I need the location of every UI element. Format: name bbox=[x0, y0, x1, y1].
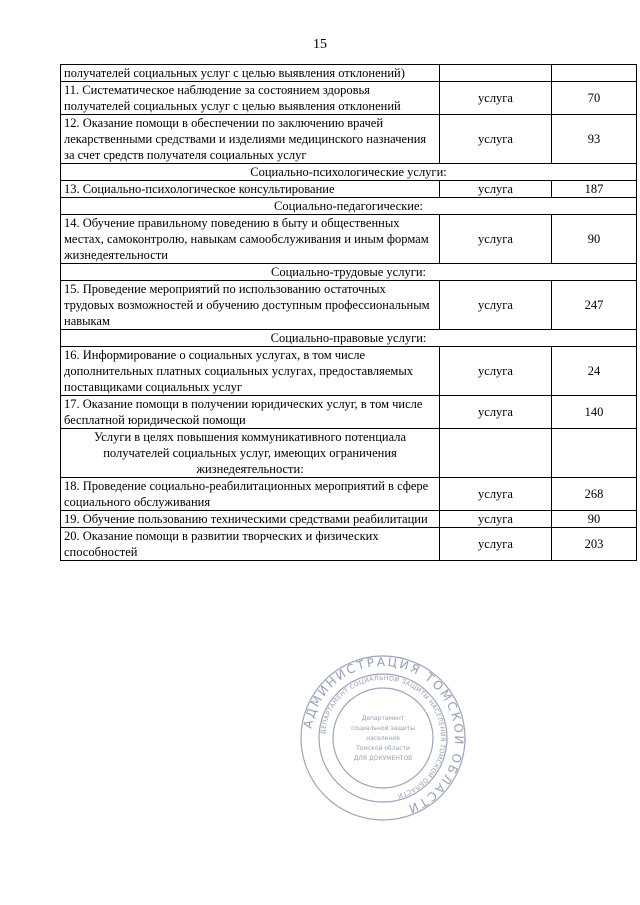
organization-stamp bbox=[298, 653, 468, 823]
service-unit: услуга bbox=[440, 511, 552, 528]
service-quantity: 93 bbox=[552, 115, 637, 164]
service-name: 11. Систематическое наблюдение за состоянием здоровья получателей социальных услуг с целью выявления отклонений bbox=[61, 82, 440, 115]
service-quantity: 70 bbox=[552, 82, 637, 115]
service-unit: услуга bbox=[440, 396, 552, 429]
service-name: 19. Обучение пользованию техническими средствами реабилитации bbox=[61, 511, 440, 528]
service-quantity bbox=[552, 65, 637, 82]
service-row bbox=[61, 347, 637, 396]
service-row bbox=[61, 65, 637, 82]
service-unit: услуга bbox=[440, 82, 552, 115]
service-unit: услуга bbox=[440, 215, 552, 264]
service-unit: услуга bbox=[440, 347, 552, 396]
service-row bbox=[61, 82, 637, 115]
service-quantity: 268 bbox=[552, 478, 637, 511]
service-name: получателей социальных услуг с целью выявления отклонений) bbox=[61, 65, 440, 82]
service-quantity: 90 bbox=[552, 511, 637, 528]
service-name: 20. Оказание помощи в развитии творческих и физических способностей bbox=[61, 528, 440, 561]
stamp-outer-text: АДМИНИСТРАЦИЯ ТОМСКОЙ ОБЛАСТИ bbox=[300, 654, 467, 817]
service-quantity: 187 bbox=[552, 181, 637, 198]
service-quantity: 90 bbox=[552, 215, 637, 264]
stamp-center-text bbox=[351, 715, 415, 762]
service-name: 18. Проведение социально-реабилитационных мероприятий в сфере социального обслуживания bbox=[61, 478, 440, 511]
section-title: Социально-психологические услуги: bbox=[61, 164, 637, 181]
service-row bbox=[61, 115, 637, 164]
section-title: Социально-педагогические: bbox=[61, 198, 637, 215]
empty-cell bbox=[552, 429, 637, 478]
svg-text:ДЛЯ ДОКУМЕНТОВ: ДЛЯ ДОКУМЕНТОВ bbox=[353, 755, 413, 762]
service-unit: услуга bbox=[440, 528, 552, 561]
service-name: 14. Обучение правильному поведению в быту и общественных местах, самоконтролю, навыкам самообслуживания и иным формам жизнедеятельности bbox=[61, 215, 440, 264]
section-header-row bbox=[61, 264, 637, 281]
service-quantity: 203 bbox=[552, 528, 637, 561]
service-unit: услуга bbox=[440, 115, 552, 164]
section-header-row bbox=[61, 164, 637, 181]
service-unit: услуга bbox=[440, 181, 552, 198]
section-header-row bbox=[61, 429, 637, 478]
service-row bbox=[61, 511, 637, 528]
services-table bbox=[60, 64, 637, 561]
service-row bbox=[61, 215, 637, 264]
svg-text:Департамент: Департамент bbox=[361, 715, 405, 722]
page-number: 15 bbox=[313, 37, 327, 52]
service-row bbox=[61, 478, 637, 511]
service-unit: услуга bbox=[440, 281, 552, 330]
service-name: 13. Социально-психологическое консультирование bbox=[61, 181, 440, 198]
section-title: Услуги в целях повышения коммуникативного потенциала получателей социальных услуг, имеющих ограничения жизнедеятельности: bbox=[61, 429, 440, 478]
service-quantity: 24 bbox=[552, 347, 637, 396]
service-row bbox=[61, 396, 637, 429]
service-unit: услуга bbox=[440, 478, 552, 511]
service-name: 12. Оказание помощи в обеспечении по заключению врачей лекарственными средствами и изделиями медицинского назначения за счет средств получателя социальных услуг bbox=[61, 115, 440, 164]
service-name: 15. Проведение мероприятий по использованию остаточных трудовых возможностей и обучению доступным профессиональным навыкам bbox=[61, 281, 440, 330]
svg-text:населения: населения bbox=[366, 735, 400, 742]
service-quantity: 140 bbox=[552, 396, 637, 429]
service-row bbox=[61, 181, 637, 198]
service-quantity: 247 bbox=[552, 281, 637, 330]
section-title: Социально-правовые услуги: bbox=[61, 330, 637, 347]
service-row bbox=[61, 528, 637, 561]
svg-text:социальной защиты: социальной защиты bbox=[350, 725, 416, 732]
section-title: Социально-трудовые услуги: bbox=[61, 264, 637, 281]
stamp-middle-text: ДЕПАРТАМЕНТ СОЦИАЛЬНОЙ ЗАЩИТЫ НАСЕЛЕНИЯ ТОМСКОЙ ОБЛАСТИ bbox=[320, 674, 447, 800]
service-row bbox=[61, 281, 637, 330]
service-name: 16. Информирование о социальных услугах, в том числе дополнительных платных социальных услугах, предоставляемых поставщиками социальных услуг bbox=[61, 347, 440, 396]
section-header-row bbox=[61, 198, 637, 215]
service-unit bbox=[440, 65, 552, 82]
empty-cell bbox=[440, 429, 552, 478]
section-header-row bbox=[61, 330, 637, 347]
svg-text:Томской области: Томской области bbox=[356, 745, 410, 752]
service-name: 17. Оказание помощи в получении юридических услуг, в том числе бесплатной юридической помощи bbox=[61, 396, 440, 429]
